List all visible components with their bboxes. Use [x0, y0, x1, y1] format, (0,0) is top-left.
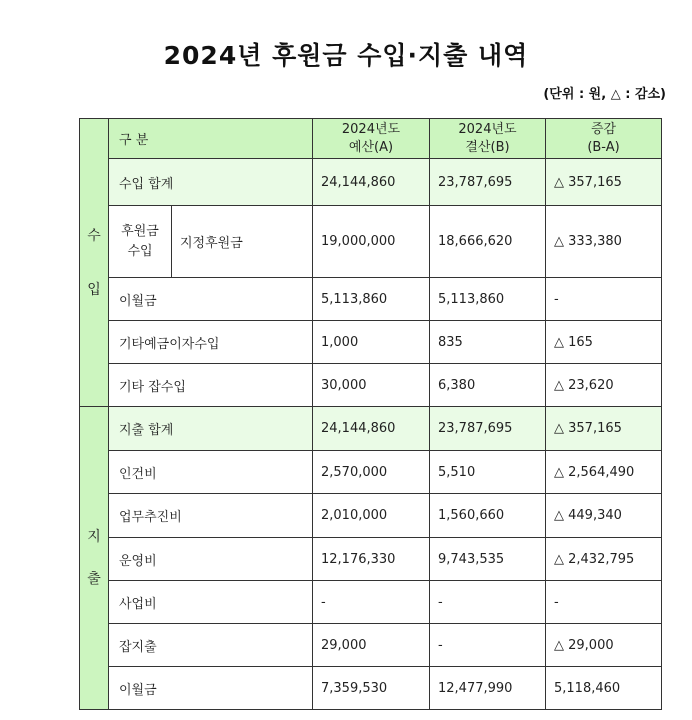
table-row — [80, 581, 662, 624]
row-label: 지정후원금 — [172, 206, 313, 278]
header-category: 구 분 — [109, 119, 313, 159]
row-label: 지출 합계 — [109, 407, 313, 451]
settlement-value: 9,743,535 — [430, 538, 546, 581]
row-label: 기타예금이자수입 — [109, 321, 313, 364]
change-value: △ 357,165 — [546, 159, 662, 206]
row-label: 업무추진비 — [109, 494, 313, 538]
change-value: △ 333,380 — [546, 206, 662, 278]
change-value: △ 23,620 — [546, 364, 662, 407]
row-label: 인건비 — [109, 451, 313, 494]
row-label: 이월금 — [109, 278, 313, 321]
budget-value: 5,113,860 — [313, 278, 430, 321]
change-value: △ 165 — [546, 321, 662, 364]
table-row — [80, 624, 662, 667]
table-row — [80, 321, 662, 364]
row-label: 잡지출 — [109, 624, 313, 667]
budget-value: 29,000 — [313, 624, 430, 667]
budget-value: 24,144,860 — [313, 159, 430, 206]
table-row — [80, 278, 662, 321]
change-value: - — [546, 581, 662, 624]
change-value: △ 357,165 — [546, 407, 662, 451]
settlement-value: 1,560,660 — [430, 494, 546, 538]
row-label: 기타 잡수입 — [109, 364, 313, 407]
change-value: - — [546, 278, 662, 321]
header-settlement: 2024년도 결산(B) — [430, 119, 546, 159]
expense-side-label: 지 출 — [80, 407, 109, 710]
income-side-label: 수 입 — [80, 119, 109, 407]
change-value: △ 29,000 — [546, 624, 662, 667]
settlement-value: 5,510 — [430, 451, 546, 494]
table-row — [80, 667, 662, 710]
settlement-value: 23,787,695 — [430, 159, 546, 206]
table-row — [80, 494, 662, 538]
settlement-value: 5,113,860 — [430, 278, 546, 321]
budget-value: 2,010,000 — [313, 494, 430, 538]
budget-value: 19,000,000 — [313, 206, 430, 278]
settlement-value: 6,380 — [430, 364, 546, 407]
budget-value: 1,000 — [313, 321, 430, 364]
budget-value: - — [313, 581, 430, 624]
budget-value: 30,000 — [313, 364, 430, 407]
table-row — [80, 206, 662, 278]
change-value: △ 2,564,490 — [546, 451, 662, 494]
settlement-value: - — [430, 624, 546, 667]
budget-value: 12,176,330 — [313, 538, 430, 581]
settlement-value: 12,477,990 — [430, 667, 546, 710]
group-label: 후원금 수입 — [109, 206, 172, 278]
row-label: 이월금 — [109, 667, 313, 710]
budget-value: 24,144,860 — [313, 407, 430, 451]
header-budget: 2024년도 예산(A) — [313, 119, 430, 159]
row-label: 수입 합계 — [109, 159, 313, 206]
unit-note: (단위 : 원, △ : 감소) — [543, 87, 666, 102]
settlement-value: 835 — [430, 321, 546, 364]
table-row — [80, 538, 662, 581]
table-row — [80, 451, 662, 494]
row-label: 사업비 — [109, 581, 313, 624]
header-change: 증감 (B-A) — [546, 119, 662, 159]
change-value: △ 449,340 — [546, 494, 662, 538]
table-row — [80, 364, 662, 407]
income-expense-table — [79, 118, 662, 710]
settlement-value: - — [430, 581, 546, 624]
settlement-value: 23,787,695 — [430, 407, 546, 451]
row-label: 운영비 — [109, 538, 313, 581]
table-row — [80, 159, 662, 206]
change-value: △ 2,432,795 — [546, 538, 662, 581]
table-row — [80, 407, 662, 451]
settlement-value: 18,666,620 — [430, 206, 546, 278]
budget-value: 2,570,000 — [313, 451, 430, 494]
page-title: 2024년 후원금 수입·지출 내역 — [163, 41, 529, 70]
header-row — [80, 119, 662, 159]
change-value: 5,118,460 — [546, 667, 662, 710]
budget-value: 7,359,530 — [313, 667, 430, 710]
